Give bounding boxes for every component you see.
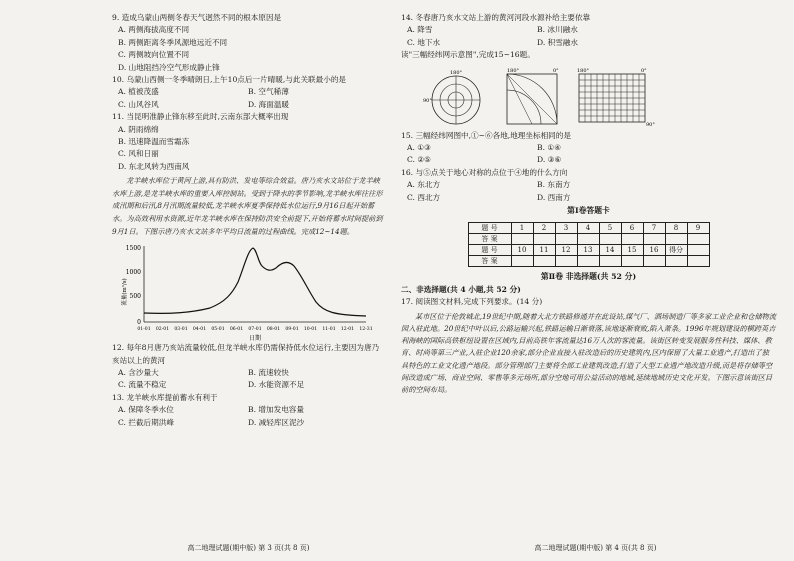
answer-card-cell: 2	[533, 223, 555, 234]
part2-title: 第Ⅱ卷 非选择题(共 52 分)	[540, 272, 637, 282]
answer-card-cell: 11	[533, 245, 555, 256]
part2-heading: 二、非选择题(共 4 小题,共 52 分)	[401, 285, 521, 295]
q12-options-row2	[112, 379, 385, 391]
answer-card-cell: 题 号	[468, 223, 511, 234]
x-axis-label: 日期	[248, 335, 262, 343]
q12-option-a: A. 含沙量大	[118, 368, 159, 378]
reading-passage: 龙羊峡水库位于黄河上游,具有防洪、发电等综合效益。唐乃亥水文站位于龙羊峡水库上游,是龙羊峡水库的重要入库控制站。受到于降水的季节影响,龙羊峡水库往往形成汛期和后汛,8月汛期流量较低,龙羊峡水库夏季保持低水位运行,9月16日起开始蓄水。为高效利用水资源,近年龙羊峡水库在保持防洪安全前提下,开始将蓄水时间提前到9月1日。下图示唐乃亥水文站多年平均日流量的过程曲线。完成12~14题。	[112, 176, 383, 236]
diagram-intro: 读"三幅经纬网示意图",完成15~16题。	[401, 50, 535, 60]
answer-card-cell	[599, 234, 621, 245]
d1-label-90: 90°	[423, 97, 432, 104]
answer-card-cell: 14	[599, 245, 621, 256]
q11-option-c: C. 风和日丽	[118, 149, 159, 159]
polar-graticule-diagram	[421, 66, 491, 128]
answer-card-cell: 得分	[665, 245, 687, 256]
answer-card-cell: 3	[555, 223, 577, 234]
q9-stem: 9. 造成乌蒙山两侧冬春天气迥然不同的根本原因是	[112, 13, 282, 22]
q16-option-d: D. 西南方	[537, 192, 571, 202]
answer-card-cell: 8	[665, 223, 687, 234]
q14-option-d: D. 积雪融水	[537, 37, 579, 47]
left-page-footer: 高二地理试题(期中版) 第 3 页(共 8 页)	[187, 544, 310, 552]
q16-option-c: C. 西北方	[407, 192, 441, 202]
q12-option-d: D. 水能资源不足	[248, 380, 305, 390]
q16-options-row1	[401, 179, 776, 191]
q14-option-b: B. 冰川融水	[537, 25, 578, 35]
y-axis-label: 流量(m³/s)	[122, 278, 128, 306]
q16-stem: 16. 与⑤点关于地心对称的点位于④地的什么方向	[401, 167, 568, 177]
answer-card-cell: 15	[621, 245, 643, 256]
q13-option-a: A. 保障冬季水位	[118, 405, 174, 415]
quadrant-graticule-diagram	[501, 66, 563, 128]
y-tick-0: 0	[137, 319, 141, 327]
answer-card-cell	[555, 234, 577, 245]
q13-options-row1	[112, 404, 385, 416]
answer-card-cell	[511, 234, 533, 245]
q14-option-a: A. 降雪	[407, 25, 433, 35]
answer-card-cell	[687, 256, 709, 267]
answer-card-cell	[599, 256, 621, 267]
answer-card-cell	[643, 234, 665, 245]
q10-option-d: D. 海面温暖	[248, 99, 290, 109]
answer-card-cell: 答 案	[468, 234, 511, 245]
x-tick-label: 02-01	[155, 327, 170, 333]
answer-card-cell: 5	[599, 223, 621, 234]
answer-card-cell	[555, 256, 577, 267]
q13-option-d: D. 减轻库区泥沙	[248, 417, 305, 427]
flow-curve	[144, 248, 366, 316]
answer-card-cell: 题 号	[468, 245, 511, 256]
q14-option-c: C. 地下水	[407, 37, 441, 47]
flow-chart	[120, 242, 373, 343]
x-tick-label: 01-01	[137, 327, 151, 333]
x-tick-label: 12-31	[359, 327, 373, 333]
q10-option-a: A. 植被茂盛	[118, 87, 159, 97]
q13-stem: 13. 龙羊峡水库提前蓄水有利于	[112, 392, 218, 402]
q15-options-row2	[401, 154, 776, 166]
q14-options-row1	[401, 24, 776, 36]
y-tick-500: 500	[129, 293, 141, 301]
answer-card-cell	[533, 234, 555, 245]
d3-label-90: 90°	[646, 121, 655, 128]
q15-option-b: B. ①④	[537, 143, 562, 153]
q17-stem: 17. 阅读图文材料,完成下列要求。(14 分)	[401, 297, 543, 307]
answer-card-row	[468, 223, 709, 234]
answer-card-cell	[577, 256, 599, 267]
x-tick-label: 06-01	[229, 327, 244, 333]
answer-card-row	[468, 256, 709, 267]
q13-option-c: C. 拦截后期洪峰	[118, 417, 174, 427]
y-tick-1000: 1000	[125, 269, 141, 277]
q9-option-b: B. 两侧距离冬季风源地远近不同	[118, 37, 228, 47]
answer-card-table	[468, 222, 710, 267]
x-ticks	[137, 326, 372, 332]
d1-label-180: 180°	[449, 69, 463, 76]
q12-options-row1	[112, 367, 385, 379]
answer-card-cell: 1	[511, 223, 533, 234]
right-page	[397, 0, 794, 561]
graticule-diagrams	[421, 66, 776, 128]
q11-option-b: B. 迅速降温而雪霜冻	[118, 137, 190, 147]
q14-options-row2	[401, 37, 776, 49]
q11-stem: 11. 当昆明准静止锋东移至此时,云南东部大概率出现	[112, 112, 289, 122]
q13-option-b: B. 增加发电容量	[248, 405, 304, 415]
q10-stem: 10. 乌蒙山西侧一冬季晴朗日,上午10点后一片晴暖,与此关联最小的是	[112, 75, 347, 85]
answer-card-cell: 7	[643, 223, 665, 234]
q9-option-d: D. 山地阻挡冷空气形成静止锋	[118, 62, 220, 72]
q17-passage: 某市区位于伦敦城北,19世纪中期,随着大北方铁路修通并在此设站,煤气厂、酒场制造厂等多家工业企业和仓储物流园入驻此地。20世纪中叶以后,公路运输兴起,铁路运输日渐衰落,该地逐渐衰败,陷入萧条。1996年规划建设的横跨英吉利海峡的国际高铁枢纽设置在区域内,目前高铁年客流量达16万人次的客流量。该街区转变发展服务性科技、媒体、教育、时尚等第三产业,入驻企业120余家,部分企业直接入驻改造后的历史建筑内,区内保留了大量工业遗产,打造出了独具特色的工业文化遗产地段。部分管理部门主要将全部工业建筑改造,打造了大型工业遗产地改造升级,而是将存储等空间改造成广场、商业空间、零售等多元场所,部分空地可用公益活动的地域,延续地域历史文化开发。下图示意该街区目前的空间布局。	[401, 311, 777, 395]
answer-card-cell	[577, 234, 599, 245]
answer-card-row	[468, 245, 709, 256]
flow-chart-svg	[120, 242, 373, 343]
answer-card-cell: 10	[511, 245, 533, 256]
q11-option-a: A. 阴雨绵绵	[118, 124, 159, 134]
x-tick-label: 12-01	[340, 327, 355, 333]
x-tick-label: 08-01	[266, 327, 281, 333]
answer-card-cell: 4	[577, 223, 599, 234]
answer-card-cell	[511, 256, 533, 267]
q12-stem: 12. 每年8月唐乃亥站流量较低,但龙羊峡水库仍需保持低水位运行,主要因为唐乃亥站以上的黄河	[112, 343, 380, 365]
right-page-footer: 高二地理试题(期中版) 第 4 页(共 8 页)	[534, 544, 657, 552]
y-tick-1500: 1500	[125, 245, 141, 253]
x-tick-label: 04-01	[192, 327, 207, 333]
answer-card-cell: 12	[555, 245, 577, 256]
x-tick-label: 11-01	[322, 327, 336, 333]
q9-option-a: A. 两侧海拔高度不同	[118, 25, 190, 35]
q16-option-a: A. 东北方	[407, 180, 441, 190]
x-tick-label: 05-01	[211, 327, 225, 333]
answer-card-cell: 6	[621, 223, 643, 234]
q16-options-row2	[401, 192, 776, 204]
answer-card-cell: 9	[687, 223, 709, 234]
q12-option-c: C. 流量不稳定	[118, 380, 167, 390]
answer-card-cell: 答 案	[468, 256, 511, 267]
x-tick-label: 10-01	[303, 327, 318, 333]
answer-card-cell	[665, 256, 687, 267]
answer-card-cell	[643, 256, 665, 267]
answer-card-row	[468, 234, 709, 245]
grid-graticule-diagram	[573, 66, 655, 128]
answer-card-title: 第Ⅰ卷答题卡	[567, 206, 610, 216]
answer-card-cell	[621, 234, 643, 245]
answer-card-cell	[687, 245, 709, 256]
answer-card-cell	[621, 256, 643, 267]
q15-option-c: C. ②⑤	[407, 155, 431, 165]
x-tick-label: 09-01	[285, 327, 299, 333]
answer-card-cell	[533, 256, 555, 267]
q10-option-c: C. 山风谷风	[118, 99, 159, 109]
q10-options-row2	[112, 99, 385, 111]
d2-label-0: 0°	[553, 67, 559, 74]
answer-card-cell	[687, 234, 709, 245]
d2-label-180: 180°	[507, 67, 520, 74]
x-tick-label: 03-01	[174, 327, 188, 333]
answer-card-cell: 16	[643, 245, 665, 256]
q15-option-d: D. ③⑥	[537, 155, 562, 165]
q15-stem: 15. 三幅经纬网图中,①~⑥各地,地理坐标相同的是	[401, 130, 571, 140]
q13-options-row2	[112, 417, 385, 429]
q12-option-b: B. 流速较快	[248, 368, 289, 378]
q16-option-b: B. 东南方	[537, 180, 571, 190]
x-tick-label: 07-01	[248, 327, 262, 333]
q14-stem: 14. 冬春唐乃亥水文站上游的黄河河段水源补给主要依靠	[401, 13, 591, 22]
q15-option-a: A. ①③	[407, 143, 431, 153]
q10-options-row1	[112, 86, 385, 98]
q9-option-c: C. 两侧坡向位置不同	[118, 50, 190, 60]
q11-option-d: D. 东北风转为西南风	[118, 161, 190, 171]
answer-card-cell: 13	[577, 245, 599, 256]
d3-label-0: 0°	[641, 67, 647, 74]
d3-label-180: 180°	[577, 67, 590, 74]
q15-options-row1	[401, 142, 776, 154]
q10-option-b: B. 空气稀薄	[248, 87, 289, 97]
answer-card-cell	[665, 234, 687, 245]
